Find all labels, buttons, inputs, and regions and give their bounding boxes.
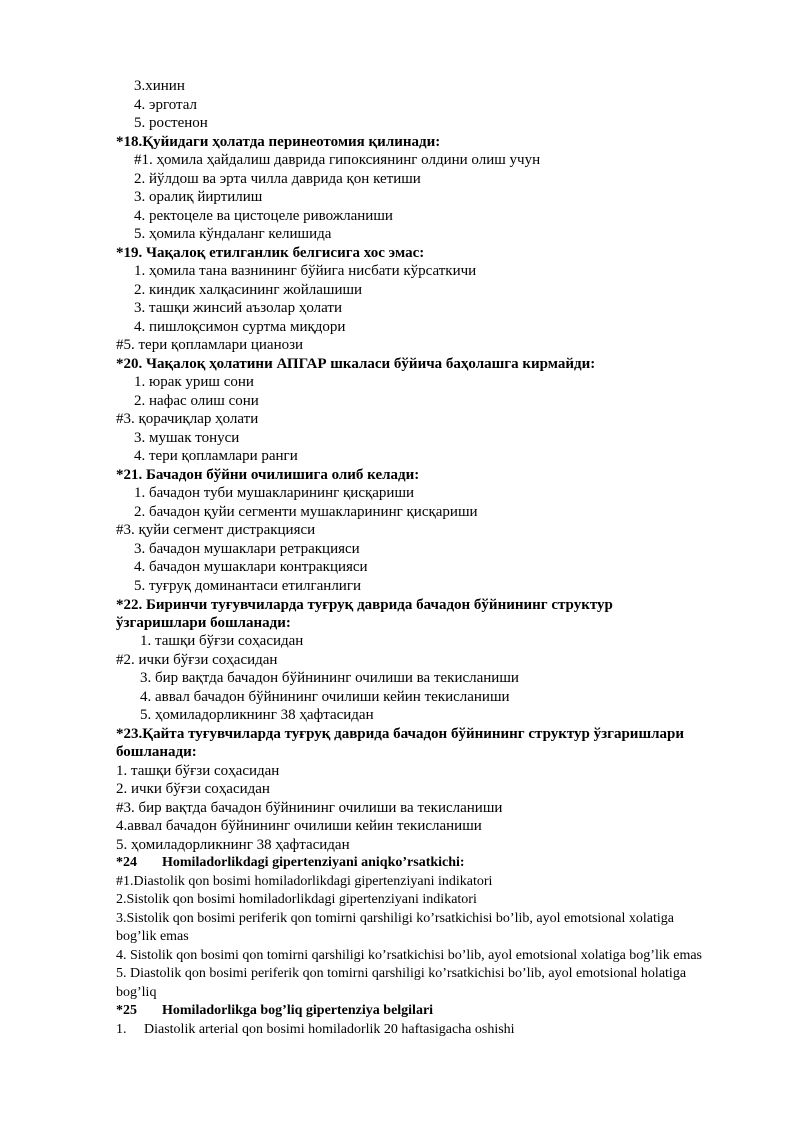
q17-option-5: 5. ростенон [134,115,208,131]
q24-option-5: 5. Diastolik qon bosimi periferik qon tomirni qarshiligi ko’rsatkichisi bo’lib, ayol emotsional holatiga [116,966,687,981]
q23-option-4: 4.аввал бачадон бўйнининг очилиши кейин текисланиши [116,818,482,834]
q18-option-4: 4. ректоцеле ва цистоцеле ривожланиши [134,208,393,224]
q20-option-1: 1. юрак уриш сони [134,374,254,390]
q24-number: *24 [116,855,137,870]
q25-option-1-number: 1. [116,1022,127,1037]
q20-title: *20. Чақалоқ ҳолатини АПГАР шкаласи бўйича баҳолашга кирмайди: [116,356,596,372]
q21-option-6: 5. туғруқ доминантаси етилганлиги [134,578,362,594]
q20-option-4: 3. мушак тонуси [134,430,240,446]
q24-option-3: 3.Sistolik qon bosimi periferik qon tomirni qarshiligi ko’rsatkichisi bo’lib, ayol emotsional xolatiga [116,911,674,926]
q18-title: *18.Қуйидаги ҳолатда перинеотомия қилинади: [116,134,441,150]
q22-option-3: 3. бир вақтда бачадон бўйнининг очилиши ва текисланиши [140,670,519,686]
q21-title: *21. Бачадон бўйни очилишига олиб келади: [116,467,420,483]
q19-title: *19. Чақалоқ етилганлик белгисига хос эмас: [116,245,425,261]
q23-option-1: 1. ташқи бўғзи соҳасидан [116,763,280,779]
q22-option-4: 4. аввал бачадон бўйнининг очилиши кейин текисланиши [140,689,510,705]
q17-option-3: 3.хинин [134,78,185,94]
q21-option-5: 4. бачадон мушаклари контракцияси [134,559,368,575]
q17-option-4: 4. эрготал [134,97,198,113]
q25-option-1: Diastolik arterial qon bosimi homiladorlik 20 haftasigacha oshishi [144,1022,515,1037]
q24-option-5-cont: bog’liq [116,985,157,1000]
q23-option-5: 5. ҳомиладорликнинг 38 ҳафтасидан [116,837,350,853]
q24-option-3-cont: bog’lik emas [116,929,189,944]
q22-option-1: 1. ташқи бўғзи соҳасидан [140,633,304,649]
q18-option-1-correct: #1. ҳомила ҳайдалиш даврида гипоксиянинг олдини олиш учун [134,152,541,168]
q23-title: *23.Қайта туғувчиларда туғруқ даврида бачадон бўйнининг структур ўзгаришлари [116,726,685,742]
q22-option-5: 5. ҳомиладорликнинг 38 ҳафтасидан [140,707,374,723]
q19-option-3: 3. ташқи жинсий аъзолар ҳолати [134,300,342,316]
q18-option-5: 5. ҳомила кўндаланг келишида [134,226,332,242]
q22-title: *22. Биринчи туғувчиларда туғруқ даврида бачадон бўйнининг структур [116,597,613,613]
q24-option-4: 4. Sistolik qon bosimi qon tomirni qarshiligi ko’rsatkichisi bo’lib, ayol emotsional xolatiga bog’lik emas [116,948,703,963]
q21-option-2: 2. бачадон қуйи сегменти мушакларининг қисқариши [134,504,478,520]
q23-option-2: 2. ички бўғзи соҳасидан [116,781,270,797]
q19-option-2: 2. киндик халқасининг жойлашиши [134,282,363,298]
q23-title-cont: бошланади: [116,744,197,760]
q22-option-2-correct: #2. ички бўғзи соҳасидан [116,652,278,668]
q20-option-2: 2. нафас олиш сони [134,393,259,409]
q19-option-5-correct: #5. тери қопламлари цианози [116,337,304,353]
q21-option-4: 3. бачадон мушаклари ретракцияси [134,541,360,557]
q22-title-cont: ўзгаришлари бошланади: [116,615,291,631]
q25-number: *25 [116,1003,137,1018]
q21-option-1: 1. бачадон туби мушакларининг қисқариши [134,485,415,501]
q21-option-3-correct: #3. қуйи сегмент дистракцияси [116,522,316,538]
q24-option-1-correct: #1.Diastolik qon bosimi homiladorlikdagi gipertenziyani indikatori [116,874,493,889]
q24-title: Homiladorlikdagi gipertenziyani aniqko’rsatkichi: [162,855,465,870]
q19-option-1: 1. ҳомила тана вазнининг бўйига нисбати кўрсаткичи [134,263,477,279]
q24-option-2: 2.Sistolik qon bosimi homiladorlikdagi gipertenziyani indikatori [116,892,477,907]
q23-option-3-correct: #3. бир вақтда бачадон бўйнининг очилиши ва текисланиши [116,800,503,816]
q18-option-2: 2. йўлдош ва эрта чилла даврида қон кетиши [134,171,421,187]
q18-option-3: 3. оралиқ йиртилиш [134,189,263,205]
q25-title: Homiladorlikga bog’liq gipertenziya belgilari [162,1003,434,1018]
q20-option-5: 4. тери қопламлари ранги [134,448,298,464]
q19-option-4: 4. пишлоқсимон суртма миқдори [134,319,346,335]
q20-option-3-correct: #3. қорачиқлар ҳолати [116,411,259,427]
